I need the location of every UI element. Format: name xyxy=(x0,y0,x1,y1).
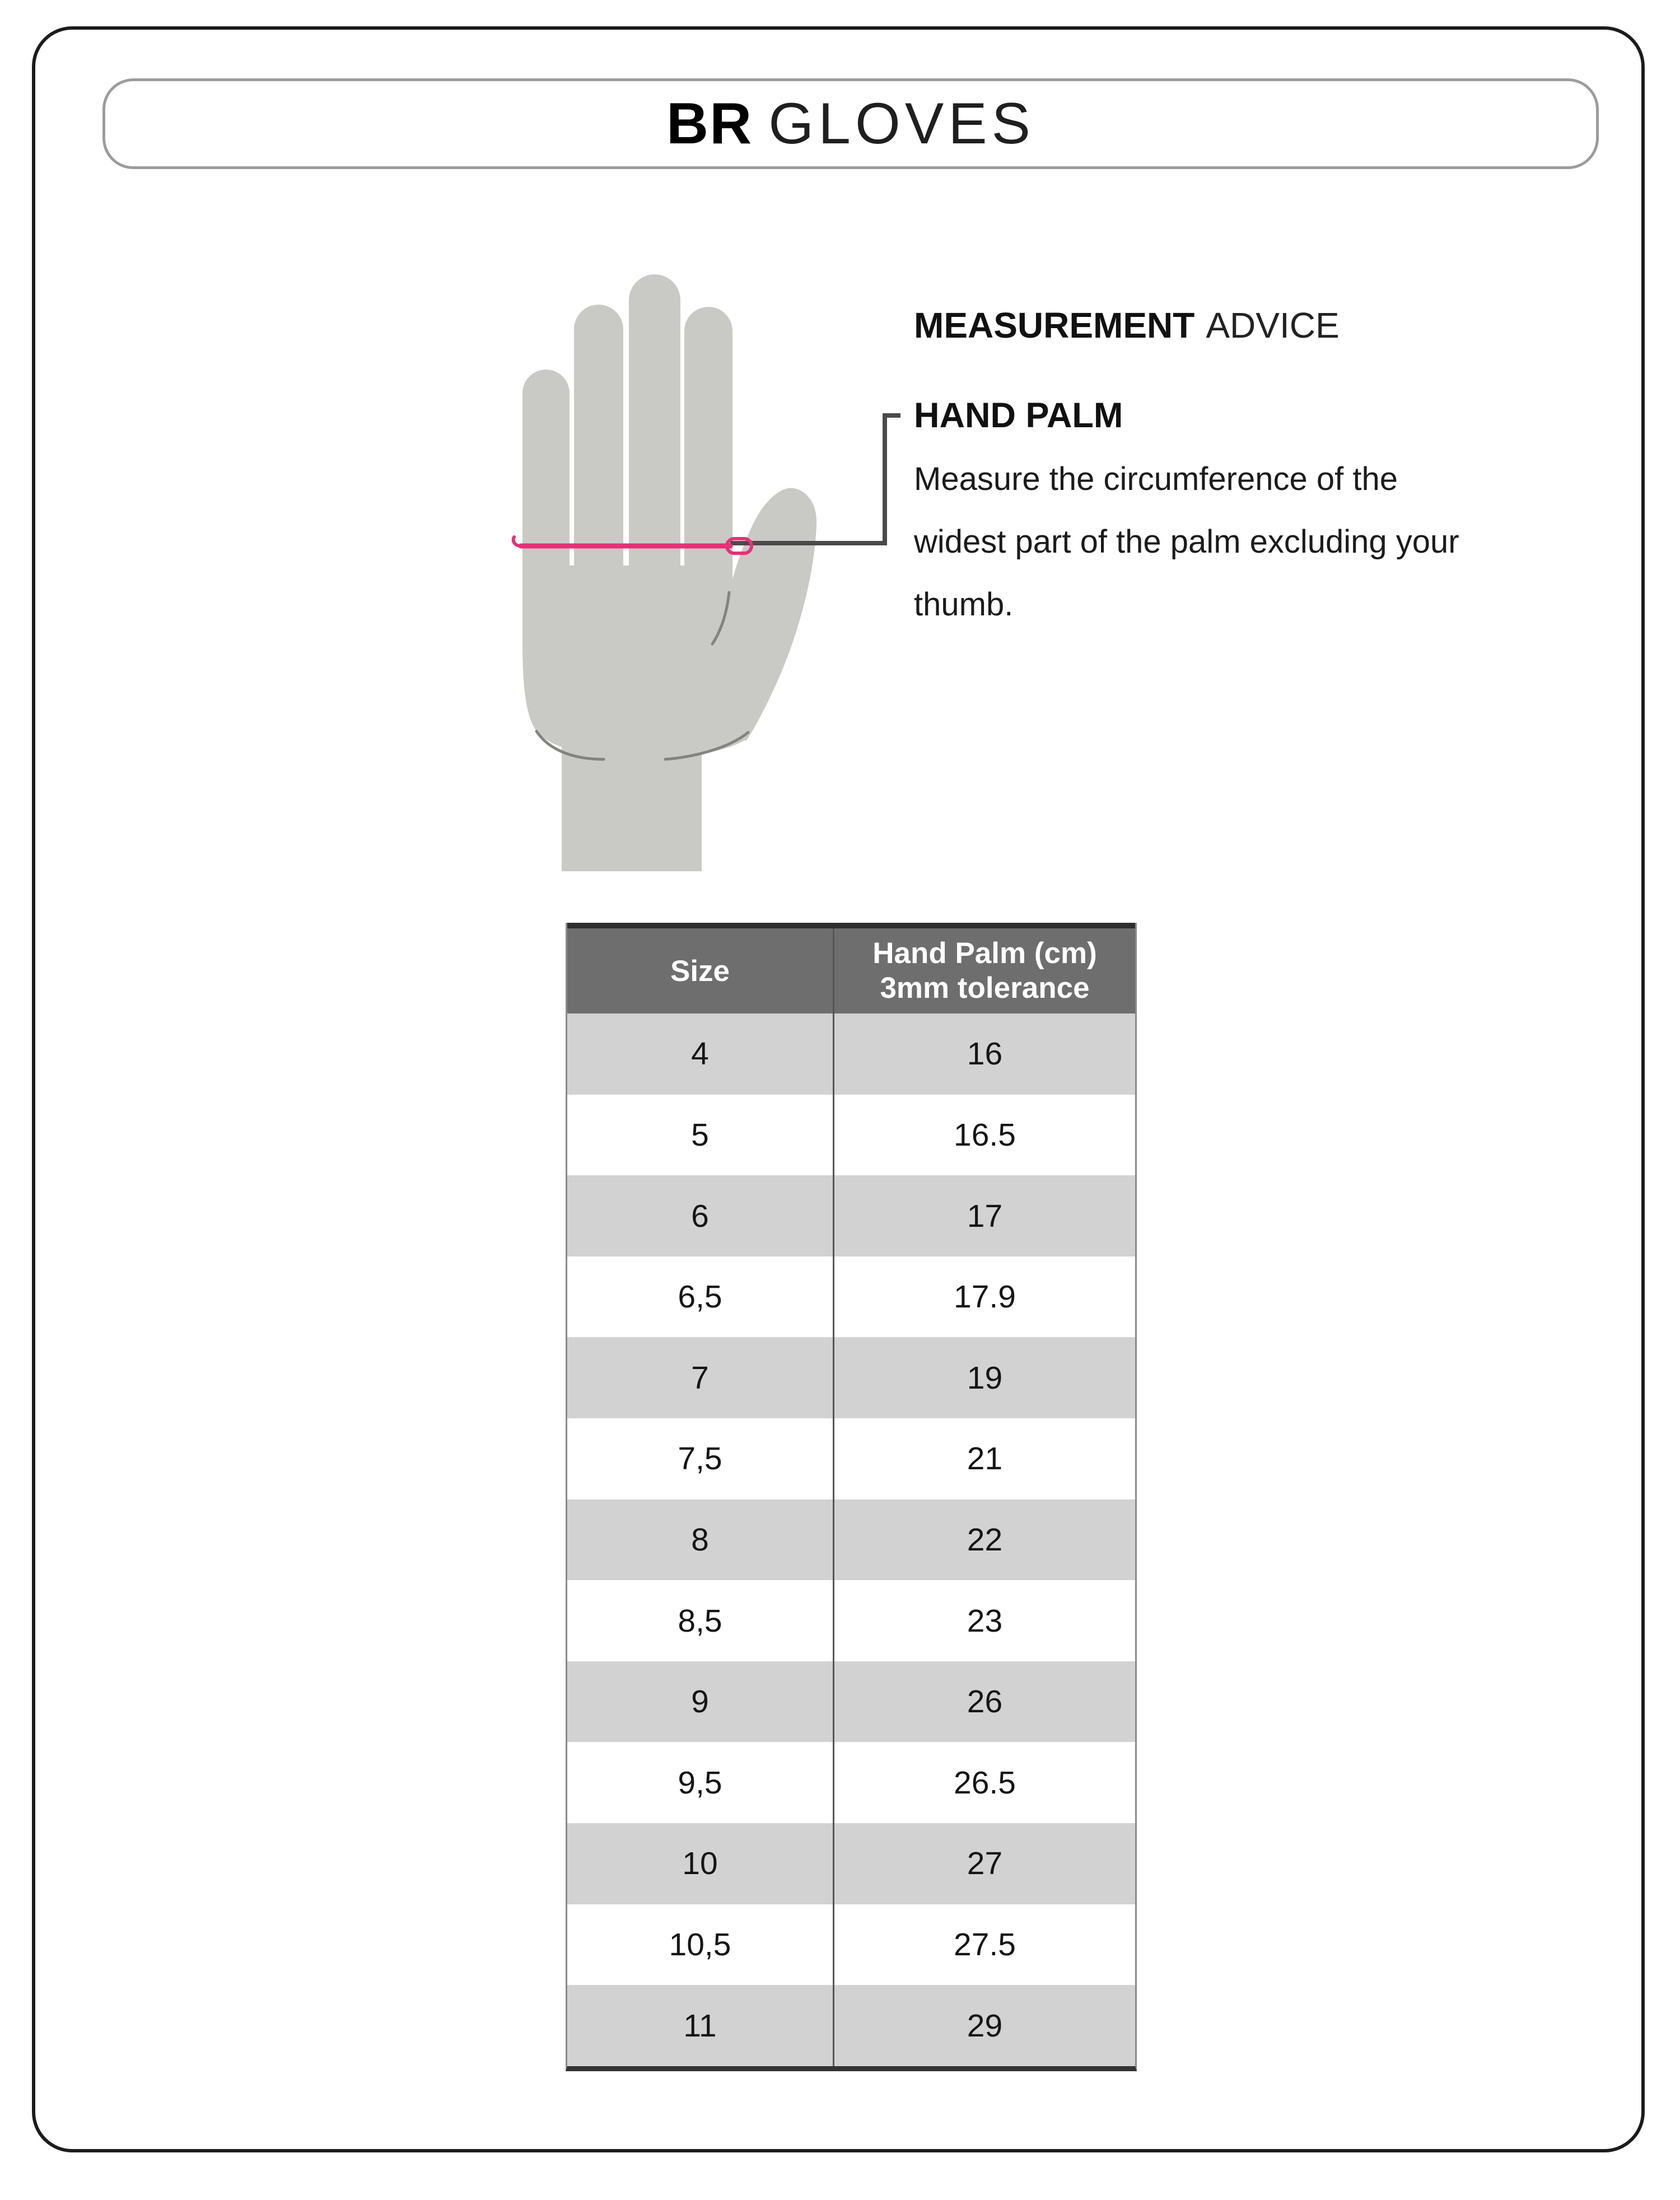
size-table xyxy=(566,923,1137,2071)
table-header-hand-palm-line1: Hand Palm (cm) xyxy=(872,937,1097,970)
size-cell: 10 xyxy=(567,1823,834,1904)
table-header-size: Size xyxy=(567,928,834,1013)
size-cell: 9 xyxy=(567,1661,834,1743)
table-body xyxy=(567,1013,1135,2066)
table-row xyxy=(567,1175,1135,1257)
size-cell: 10,5 xyxy=(567,1904,834,1986)
size-cell: 4 xyxy=(567,1013,834,1095)
size-cell: 7,5 xyxy=(567,1418,834,1500)
measurement-advice-heading-light: ADVICE xyxy=(1206,305,1340,345)
hand-palm-cell: 27 xyxy=(967,1846,1003,1882)
table-row xyxy=(567,1661,1135,1743)
table-row xyxy=(567,1337,1135,1418)
measure-tape-left-curl xyxy=(514,537,521,546)
hand-palm-cell: 16 xyxy=(967,1036,1003,1072)
size-cell: 8 xyxy=(567,1500,834,1581)
size-cell: 8,5 xyxy=(567,1580,834,1661)
hand-palm-cell: 19 xyxy=(967,1360,1003,1396)
brand-name-bold: BR xyxy=(666,91,753,156)
table-row xyxy=(567,1013,1135,1095)
size-cell: 9,5 xyxy=(567,1742,834,1823)
hand-diagram xyxy=(504,263,930,913)
table-row xyxy=(567,1742,1135,1823)
hand-palm-cell: 27.5 xyxy=(954,1927,1016,1963)
size-cell: 11 xyxy=(567,1985,834,2066)
table-row xyxy=(567,1418,1135,1500)
table-row xyxy=(567,1257,1135,1338)
hand-silhouette-icon xyxy=(522,274,816,871)
hand-palm-cell: 17.9 xyxy=(954,1279,1016,1315)
measurement-advice-heading xyxy=(914,305,1340,346)
table-row xyxy=(567,1580,1135,1661)
size-cell: 6,5 xyxy=(567,1257,834,1338)
hand-palm-cell: 26 xyxy=(967,1684,1003,1720)
table-header-hand-palm-line2: 3mm tolerance xyxy=(880,971,1090,1005)
size-cell: 6 xyxy=(567,1175,834,1257)
hand-palm-description: Measure the circumference of the widest part of the palm excluding your thumb. xyxy=(914,461,1459,623)
brand-name-light: GLOVES xyxy=(768,91,1035,156)
table-row xyxy=(567,1500,1135,1581)
table-header-hand-palm xyxy=(834,928,1135,1013)
table-row xyxy=(567,1095,1135,1176)
hand-palm-cell: 29 xyxy=(967,2007,1003,2044)
hand-palm-cell: 17 xyxy=(967,1198,1003,1234)
hand-palm-cell: 22 xyxy=(967,1521,1003,1558)
brand-header xyxy=(102,78,1599,169)
hand-palm-cell: 26.5 xyxy=(954,1764,1016,1801)
table-row xyxy=(567,1823,1135,1904)
table-header-row xyxy=(567,923,1135,1013)
table-row xyxy=(567,1904,1135,1986)
size-cell: 7 xyxy=(567,1337,834,1418)
size-cell: 5 xyxy=(567,1095,834,1176)
hand-palm-cell: 23 xyxy=(967,1603,1003,1639)
hand-palm-cell: 16.5 xyxy=(954,1117,1016,1153)
hand-palm-cell: 21 xyxy=(967,1441,1003,1477)
measurement-advice-heading-bold: MEASUREMENT xyxy=(914,305,1195,345)
hand-palm-label: HAND PALM xyxy=(914,396,1123,435)
table-row xyxy=(567,1985,1135,2066)
